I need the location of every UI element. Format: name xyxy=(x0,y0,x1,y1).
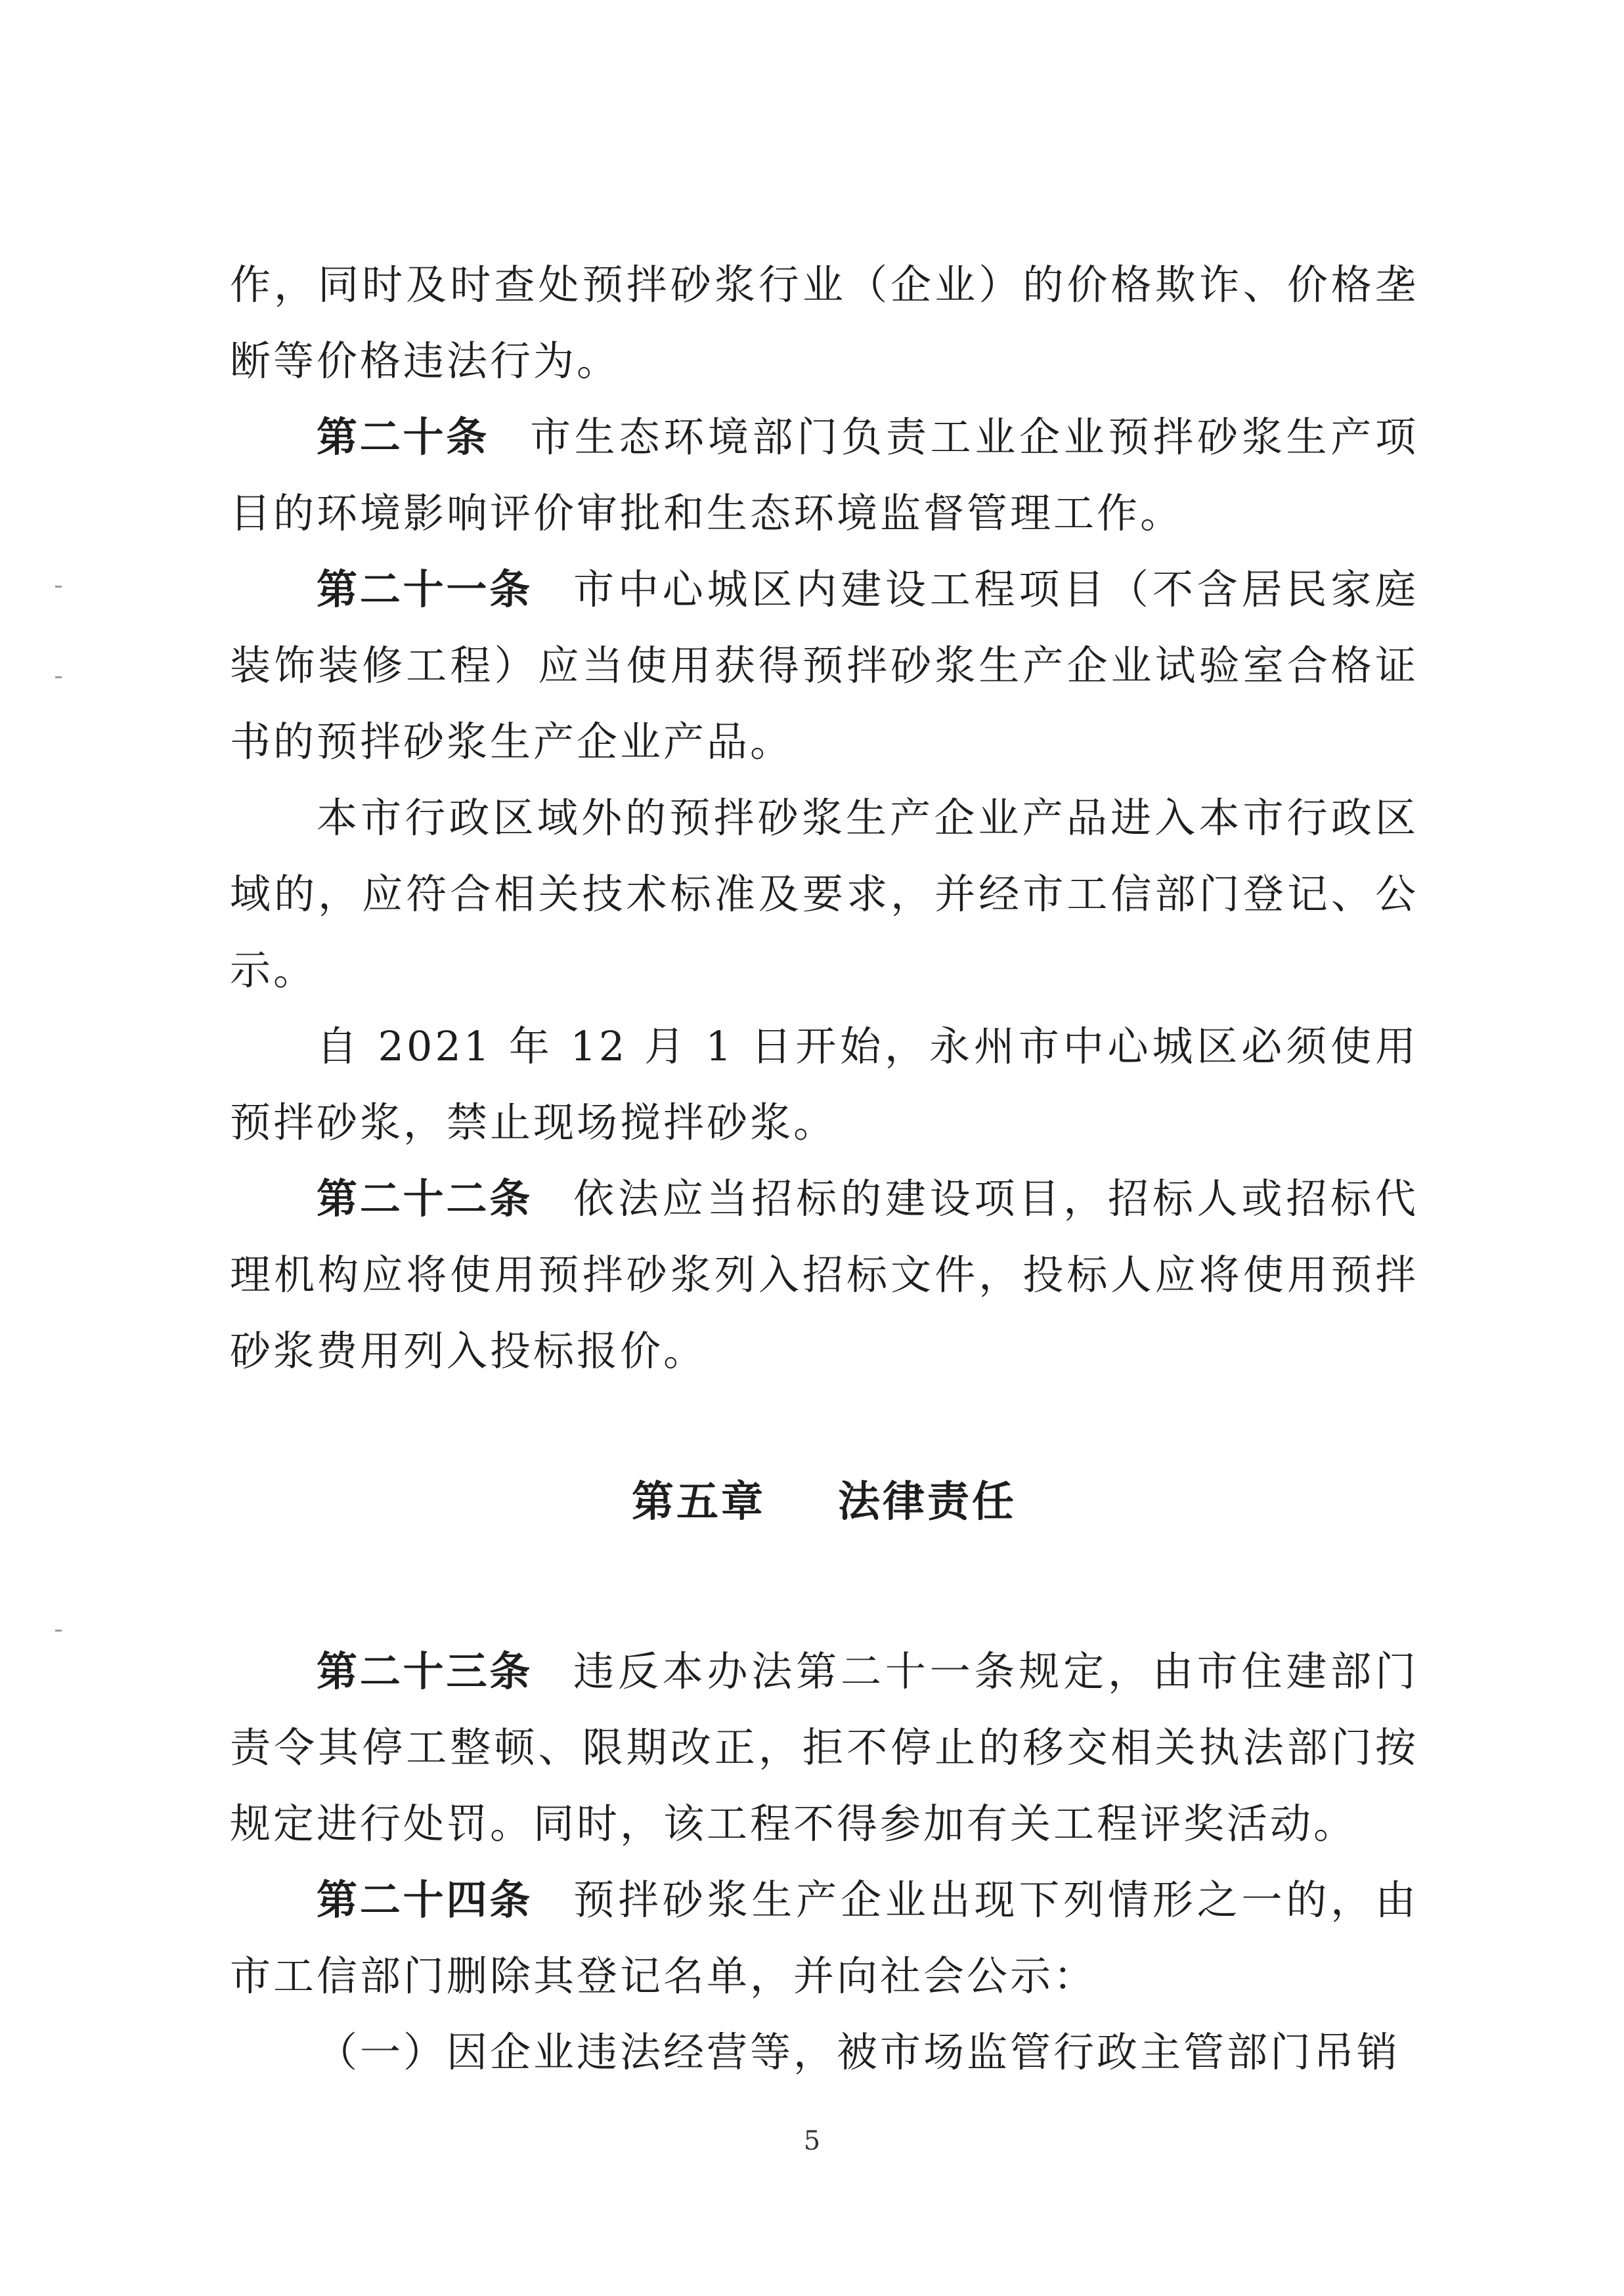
paragraph-continuation xyxy=(230,247,1418,399)
paragraph-text: 市生态环境部门负责工业企业预拌砂浆生产项目的环境影响评价审批和生态环境监督管理工作。 xyxy=(230,413,1418,537)
paragraph-text: 预拌砂浆生产企业出现下列情形之一的，由市工信部门删除其登记名单，并向社会公示： xyxy=(230,1876,1418,2000)
article-heading: 第二十条 xyxy=(317,413,489,461)
article-heading: 第二十三条 xyxy=(317,1647,533,1695)
article-21-clause-2 xyxy=(230,780,1418,1008)
scan-speck xyxy=(55,676,62,678)
paragraph-text: 自 2021 年 12 月 1 日开始，永州市中心城区必须使用预拌砂浆，禁止现场搅拌砂浆。 xyxy=(230,1022,1418,1146)
article-21 xyxy=(230,552,1418,780)
paragraph-text: （一）因企业违法经营等，被市场监管行政主管部门吊销 xyxy=(317,2028,1401,2076)
article-22 xyxy=(230,1161,1418,1389)
article-21-clause-3 xyxy=(230,1008,1418,1161)
chapter-title: 法律责任 xyxy=(838,1478,1017,1527)
paragraph-text: 市中心城区内建设工程项目（不含居民家庭装饰装修工程）应当使用获得预拌砂浆生产企业试验室合格证书的预拌砂浆生产企业产品。 xyxy=(230,565,1418,766)
chapter-number: 第五章 xyxy=(632,1478,766,1527)
paragraph-text: 依法应当招标的建设项目，招标人或招标代理机构应将使用预拌砂浆列入招标文件，投标人应将使用预拌砂浆费用列入投标报价。 xyxy=(230,1175,1418,1375)
paragraph-text: 作，同时及时查处预拌砂浆行业（企业）的价格欺诈、价格垄断等价格违法行为。 xyxy=(230,261,1418,385)
page-number: 5 xyxy=(803,2126,821,2156)
article-heading: 第二十二条 xyxy=(317,1175,533,1223)
scan-speck xyxy=(55,1630,62,1632)
paragraph-text: 违反本办法第二十一条规定，由市住建部门责令其停工整顿、限期改正，拒不停止的移交相关执法部门按规定进行处罚。同时，该工程不得参加有关工程评奖活动。 xyxy=(230,1647,1418,1848)
article-heading: 第二十四条 xyxy=(317,1876,533,1924)
scan-speck xyxy=(55,586,62,588)
body-text-lower xyxy=(230,1634,1418,2090)
article-20 xyxy=(230,399,1418,552)
body-text-upper xyxy=(230,247,1418,1389)
chapter-heading xyxy=(230,1464,1418,1540)
paragraph-text: 本市行政区域外的预拌砂浆生产企业产品进入本市行政区域的，应符合相关技术标准及要求，并经市工信部门登记、公示。 xyxy=(230,794,1418,994)
article-23 xyxy=(230,1634,1418,1862)
article-24-item-1 xyxy=(230,2014,1418,2090)
article-24 xyxy=(230,1862,1418,2014)
article-heading: 第二十一条 xyxy=(317,565,533,613)
